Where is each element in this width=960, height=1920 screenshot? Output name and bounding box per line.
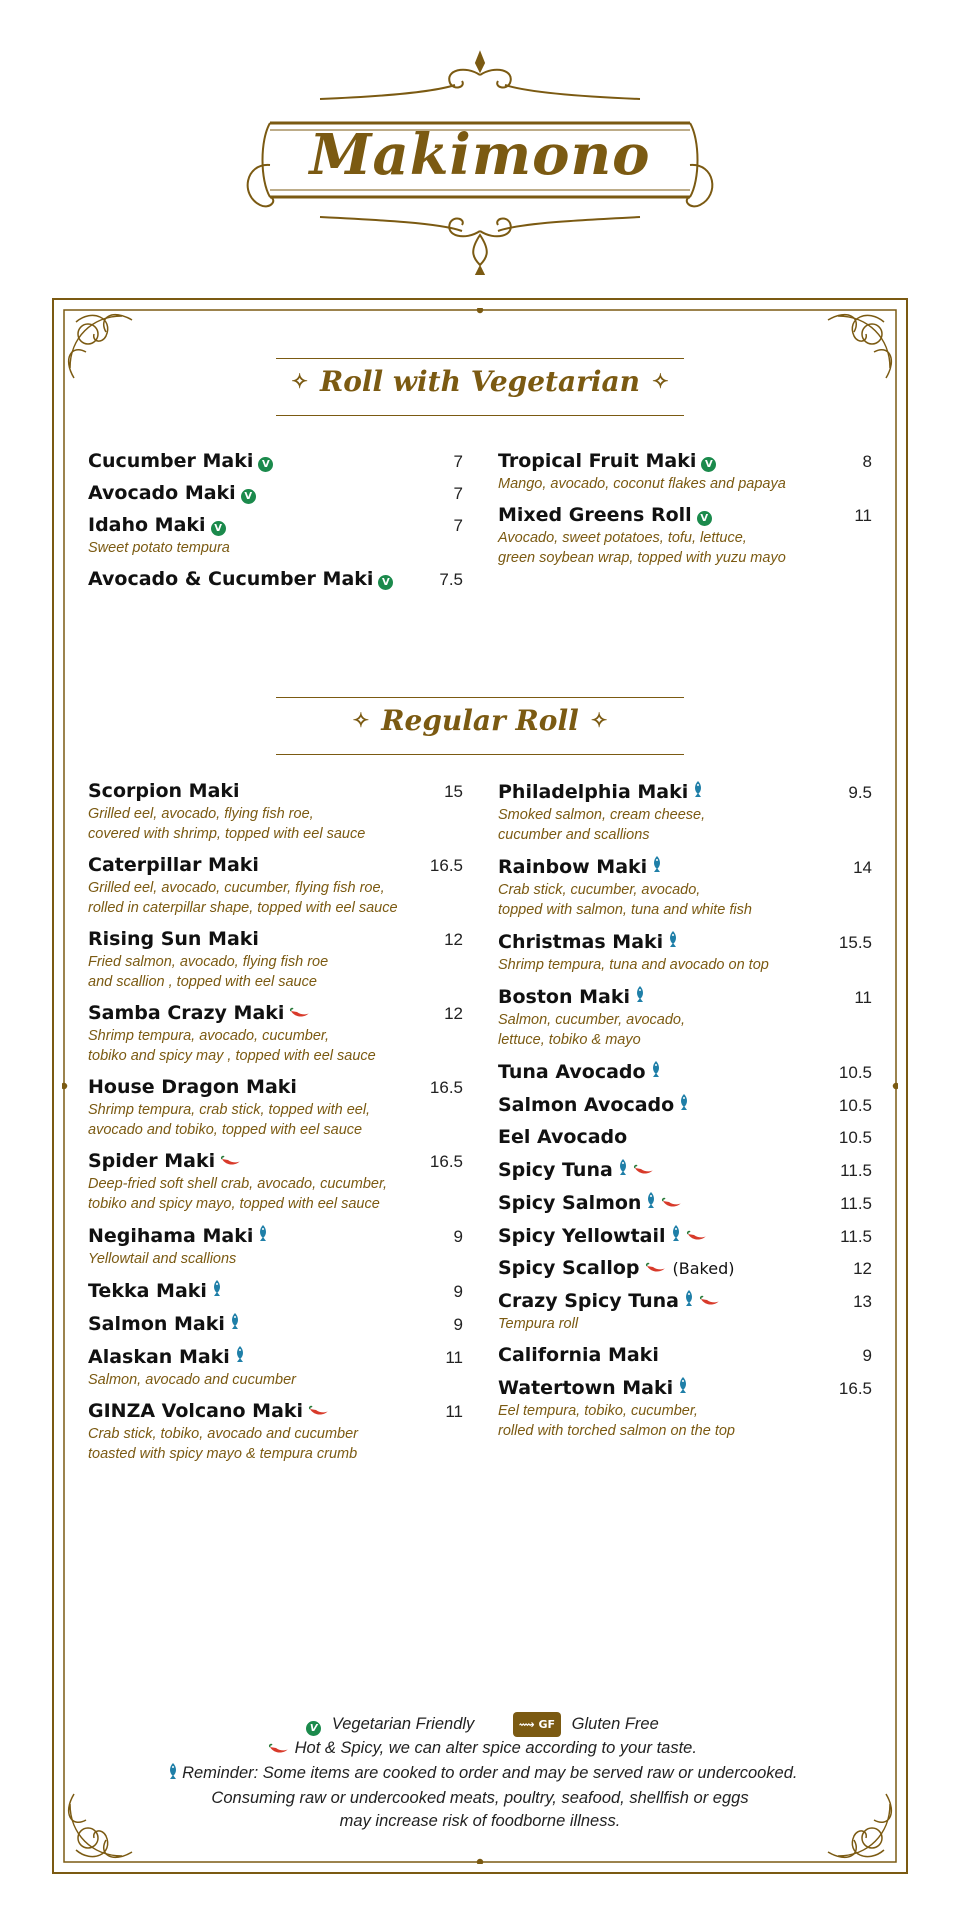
menu-item-row (88, 928, 463, 950)
menu-item (88, 1224, 463, 1269)
menu-item-description: Grilled eel, avocado, flying fish roe, covered with shrimp, topped with eel sauce (88, 806, 366, 842)
chili-pepper-icon (289, 1006, 311, 1024)
fish-icon (678, 1376, 688, 1399)
menu-item-price: 13 (853, 1292, 872, 1311)
menu-item (88, 780, 463, 844)
menu-item-price: 11 (445, 1402, 463, 1421)
menu-item-name: Spicy Tuna (498, 1159, 613, 1181)
menu-item-row (88, 1345, 463, 1368)
ornament-icon: ✧ (590, 708, 608, 732)
spicy-note: Hot & Spicy, we can alter spice according to your taste. (294, 1739, 697, 1757)
menu-item (88, 482, 463, 504)
menu-item-price: 12 (444, 1004, 463, 1023)
raw-note-line-3: may increase risk of foodborne illness. (339, 1812, 621, 1830)
chili-pepper-icon (633, 1163, 655, 1181)
menu-item (88, 450, 463, 472)
menu-item (498, 1060, 872, 1083)
menu-item-price: 10.5 (838, 1063, 872, 1082)
vegetarian-icon: V (258, 457, 273, 472)
menu-item-name: GINZA Volcano Maki (88, 1400, 304, 1422)
menu-item (498, 1344, 872, 1366)
menu-item-name: Alaskan Maki (88, 1346, 230, 1368)
menu-item-row (498, 780, 872, 803)
chili-pepper-icon (308, 1404, 330, 1422)
menu-item-description: Sweet potato tempura (88, 540, 230, 556)
vegetarian-left-column (88, 450, 463, 600)
fish-icon (668, 930, 678, 953)
menu-item-price: 16.5 (429, 856, 463, 875)
menu-item-price: 7.5 (439, 570, 463, 589)
menu-item-row (88, 1002, 463, 1024)
menu-item (498, 1093, 872, 1116)
menu-item-description: Salmon, avocado and cucumber (88, 1372, 296, 1388)
menu-item-row (498, 1344, 872, 1366)
menu-item-price: 10.5 (838, 1096, 872, 1115)
vegetarian-right-column (498, 450, 872, 578)
menu-item-price: 12 (444, 930, 463, 949)
menu-item-name: Philadelphia Maki (498, 781, 689, 803)
menu-item (88, 1400, 463, 1464)
menu-item-name: Tuna Avocado (498, 1061, 646, 1083)
menu-item-description: Shrimp tempura, avocado, cucumber, tobiko and spicy may , topped with eel sauce (88, 1028, 376, 1064)
menu-item (498, 855, 872, 920)
menu-item-name: Spicy Salmon (498, 1192, 642, 1214)
vegetarian-icon: V (211, 521, 226, 536)
menu-item-price: 7 (453, 516, 463, 535)
menu-item-name: Spicy Yellowtail (498, 1225, 666, 1247)
menu-item-row (88, 1279, 463, 1302)
fish-icon (235, 1345, 245, 1368)
section-header-vegetarian (276, 358, 684, 416)
menu-item-name: Eel Avocado (498, 1126, 628, 1148)
menu-item (88, 928, 463, 992)
vegetarian-icon: V (306, 1721, 321, 1736)
menu-item-description: Yellowtail and scallions (88, 1251, 237, 1267)
fish-icon (693, 780, 703, 803)
gluten-free-icon: ⟿ GF (513, 1712, 561, 1737)
menu-item (88, 1279, 463, 1302)
menu-item-price: 14 (853, 858, 872, 877)
menu-item-row (88, 450, 463, 472)
menu-item (498, 1158, 872, 1181)
menu-item-row (88, 568, 463, 590)
menu-item-name: Tropical Fruit Maki (498, 450, 697, 472)
menu-item-name: Avocado Maki (88, 482, 236, 504)
menu-item-row (498, 1060, 872, 1083)
menu-item-name: Salmon Avocado (498, 1094, 675, 1116)
menu-item-price: 9 (862, 1346, 872, 1365)
menu-item-row (88, 1224, 463, 1247)
menu-item (498, 985, 872, 1050)
menu-item-row (498, 1126, 872, 1148)
fish-icon (646, 1191, 656, 1214)
menu-item-name: Cucumber Maki (88, 450, 254, 472)
chili-pepper-icon (645, 1261, 667, 1279)
menu-item (498, 1289, 872, 1334)
menu-item-row (498, 1191, 872, 1214)
menu-item-price: 11.5 (840, 1161, 872, 1180)
menu-item-price: 7 (453, 452, 463, 471)
menu-item (498, 1376, 872, 1441)
fish-icon (258, 1224, 268, 1247)
menu-item (498, 450, 872, 494)
menu-item (498, 780, 872, 845)
menu-item (498, 1224, 872, 1247)
menu-item-description: Shrimp tempura, tuna and avocado on top (498, 957, 769, 973)
regular-left-column (88, 780, 463, 1474)
menu-item (88, 1312, 463, 1335)
fish-icon (212, 1279, 222, 1302)
menu-item (88, 854, 463, 918)
menu-item-price: 11 (854, 506, 872, 525)
menu-item (88, 568, 463, 590)
menu-item-description: Eel tempura, tobiko, cucumber, rolled with torched salmon on the top (498, 1403, 735, 1439)
menu-header (240, 45, 720, 275)
menu-item (88, 1076, 463, 1140)
menu-item (498, 1126, 872, 1148)
menu-item-name: Idaho Maki (88, 514, 206, 536)
fish-icon (230, 1312, 240, 1335)
menu-item-row (498, 1224, 872, 1247)
vegetarian-label: Vegetarian Friendly (331, 1715, 475, 1733)
menu-item-description: Shrimp tempura, crab stick, topped with eel, avocado and tobiko, topped with eel sauce (88, 1102, 371, 1138)
menu-item-price: 10.5 (838, 1128, 872, 1147)
gluten-free-badge-text: GF (538, 1718, 556, 1731)
menu-item-name: Christmas Maki (498, 931, 664, 953)
menu-item-row (498, 504, 872, 526)
menu-item-name: Boston Maki (498, 986, 630, 1008)
fish-icon (652, 855, 662, 878)
menu-item-row (498, 1093, 872, 1116)
vegetarian-icon: V (701, 457, 716, 472)
fish-icon (635, 985, 645, 1008)
menu-item-description: Deep-fried soft shell crab, avocado, cucumber, tobiko and spicy mayo, topped with eel sauce (88, 1176, 388, 1212)
fish-icon (679, 1093, 689, 1116)
vegetarian-icon: V (241, 489, 256, 504)
menu-item-name: Mixed Greens Roll (498, 504, 692, 526)
chili-pepper-icon (699, 1294, 721, 1312)
fish-icon (168, 1762, 178, 1787)
menu-item-name: House Dragon Maki (88, 1076, 297, 1098)
menu-item (88, 514, 463, 558)
menu-item-price: 11 (445, 1348, 463, 1367)
menu-item (88, 1150, 463, 1214)
menu-item-name: Rising Sun Maki (88, 928, 259, 950)
menu-item-description: Crab stick, tobiko, avocado and cucumber toasted with spicy mayo & tempura crumb (88, 1426, 358, 1462)
menu-item-name: Negihama Maki (88, 1225, 254, 1247)
menu-item-price: 16.5 (429, 1152, 463, 1171)
menu-item-row (88, 780, 463, 802)
menu-item-price: 11 (854, 988, 872, 1007)
menu-item-description: Salmon, cucumber, avocado, lettuce, tobiko & mayo (498, 1012, 685, 1048)
menu-item (498, 930, 872, 975)
vegetarian-icon: V (378, 575, 393, 590)
menu-item-row (498, 1158, 872, 1181)
ornament-icon: ✧ (352, 708, 370, 732)
menu-item-row (88, 1400, 463, 1422)
gluten-free-label: Gluten Free (571, 1715, 659, 1733)
chili-pepper-icon (661, 1196, 683, 1214)
menu-item-row (498, 1376, 872, 1399)
menu-item-price: 15 (444, 782, 463, 801)
menu-item-row (498, 450, 872, 472)
menu-item-row (88, 1312, 463, 1335)
menu-item-price: 15.5 (838, 933, 872, 952)
section-title-regular: Regular Roll (381, 704, 579, 737)
menu-item-price: 9 (453, 1282, 463, 1301)
raw-note-line-2: Consuming raw or undercooked meats, poultry, seafood, shellfish or eggs (211, 1789, 749, 1807)
vegetarian-icon: V (697, 511, 712, 526)
menu-item (88, 1002, 463, 1066)
menu-item (498, 504, 872, 568)
menu-item-price: 9 (453, 1315, 463, 1334)
menu-item-row (88, 482, 463, 504)
menu-item (88, 1345, 463, 1390)
menu-item-price: 11.5 (840, 1194, 872, 1213)
menu-item-name: Scorpion Maki (88, 780, 240, 802)
menu-item-price: 12 (853, 1259, 872, 1278)
menu-item-name: Spicy Scallop (498, 1257, 640, 1279)
menu-item-description: Fried salmon, avocado, flying fish roe and scallion , topped with eel sauce (88, 954, 329, 990)
menu-item-name: Watertown Maki (498, 1377, 674, 1399)
menu-item-name: Salmon Maki (88, 1313, 225, 1335)
menu-item-description: Grilled eel, avocado, cucumber, flying fish roe, rolled in caterpillar shape, topped with eel sauce (88, 880, 398, 916)
menu-item-price: 11.5 (840, 1227, 872, 1246)
menu-item-description: Tempura roll (498, 1316, 579, 1332)
menu-item-name: Crazy Spicy Tuna (498, 1290, 680, 1312)
menu-item (498, 1191, 872, 1214)
menu-item-name: Rainbow Maki (498, 856, 648, 878)
ornament-icon: ✧ (652, 369, 669, 393)
fish-icon (618, 1158, 628, 1181)
menu-item-row (88, 1076, 463, 1098)
menu-item-price: 9 (453, 1227, 463, 1246)
regular-right-column (498, 780, 872, 1451)
menu-item-name: Samba Crazy Maki (88, 1002, 285, 1024)
menu-item-description: Crab stick, cucumber, avocado, topped with salmon, tuna and white fish (498, 882, 752, 918)
fish-icon (671, 1224, 681, 1247)
menu-item-description: Smoked salmon, cream cheese, cucumber and scallions (498, 807, 706, 843)
chili-pepper-icon (268, 1739, 290, 1762)
menu-legend (80, 1712, 880, 1833)
menu-item-row (88, 854, 463, 876)
menu-item-description: Mango, avocado, coconut flakes and papaya (498, 476, 786, 492)
section-title-vegetarian: Roll with Vegetarian (319, 365, 641, 398)
menu-item-row (498, 930, 872, 953)
menu-item-price: 16.5 (838, 1379, 872, 1398)
fish-icon (684, 1289, 694, 1312)
menu-title: Makimono (309, 122, 651, 188)
menu-item-row (498, 855, 872, 878)
menu-item-name: Caterpillar Maki (88, 854, 259, 876)
menu-item-price: 8 (862, 452, 872, 471)
menu-item-row (498, 1289, 872, 1312)
menu-item-row (498, 985, 872, 1008)
menu-item-row (498, 1257, 872, 1279)
chili-pepper-icon (686, 1229, 708, 1247)
menu-item-price: 16.5 (429, 1078, 463, 1097)
menu-item-name: Spider Maki (88, 1150, 216, 1172)
menu-item-price: 7 (453, 484, 463, 503)
chili-pepper-icon (220, 1154, 242, 1172)
menu-item-name: Avocado & Cucumber Maki (88, 568, 374, 590)
raw-note-line-1: Reminder: Some items are cooked to order and may be served raw or undercooked. (182, 1764, 798, 1782)
menu-item-row (88, 1150, 463, 1172)
section-header-regular (276, 697, 684, 755)
menu-item-name: Tekka Maki (88, 1280, 207, 1302)
menu-item-name: California Maki (498, 1344, 659, 1366)
menu-item-price: 9.5 (848, 783, 872, 802)
menu-item-note: (Baked) (672, 1259, 735, 1278)
ornament-icon: ✧ (291, 369, 308, 393)
menu-item (498, 1257, 872, 1279)
fish-icon (651, 1060, 661, 1083)
menu-item-description: Avocado, sweet potatoes, tofu, lettuce, green soybean wrap, topped with yuzu mayo (498, 530, 786, 566)
menu-item-row (88, 514, 463, 536)
